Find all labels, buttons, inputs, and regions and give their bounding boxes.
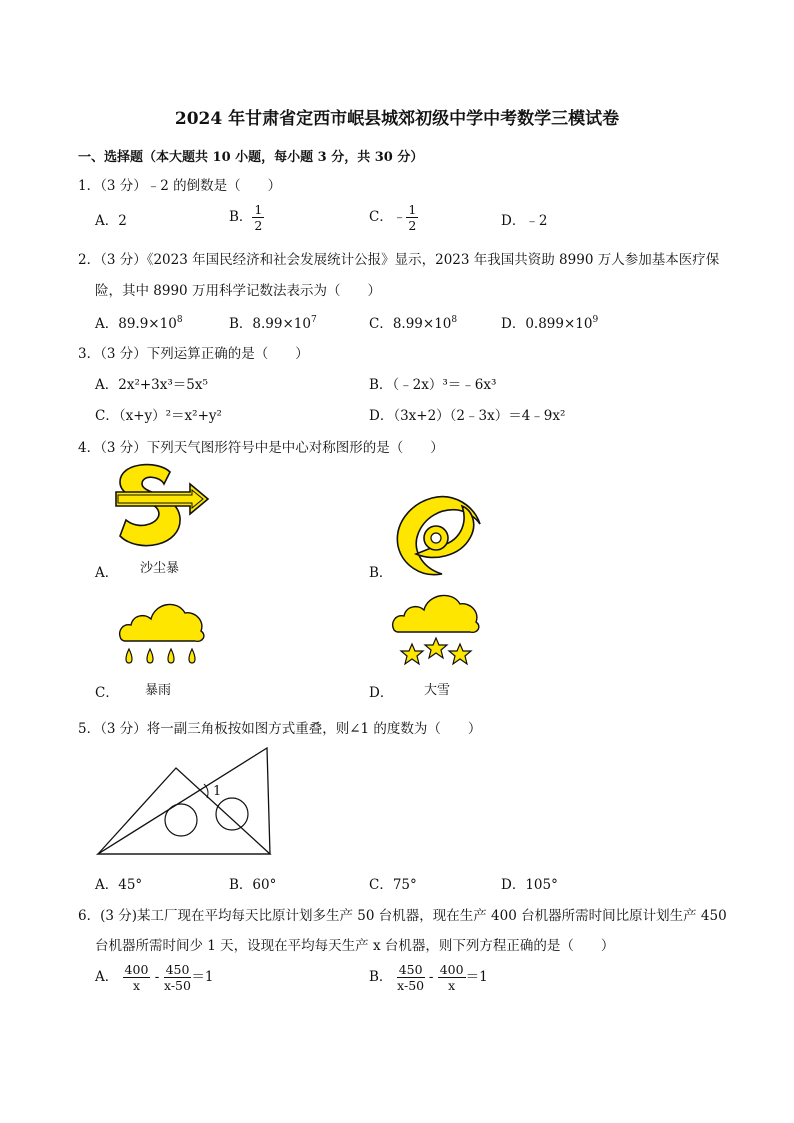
q1-c-fraction: $\frac{1}{2}$ — [408, 202, 417, 233]
q5-option-b[interactable]: B．60° — [229, 877, 277, 893]
q5-option-d[interactable]: D．105° — [501, 877, 558, 893]
heavy-snow-symbol — [390, 590, 482, 670]
q5-option-c[interactable]: C．75° — [369, 877, 417, 893]
option-d-caption: 大雪 — [424, 683, 451, 698]
q1-option-c[interactable] — [369, 202, 418, 233]
question-1-stem: 1．（3 分）﹣2 的倒数是（ ） — [78, 178, 282, 194]
sandstorm-symbol — [112, 462, 212, 554]
q6-a-fraction-2: $\frac{450}{x-50}$ — [164, 962, 191, 993]
q6-b-fraction-2: $\frac{400}{x}$ — [439, 962, 464, 993]
page-title: 2024 年甘肃省定西市岷县城郊初级中学中考数学三模试卷 — [174, 109, 620, 129]
q2-option-d[interactable]: D．$0.899\times 10^9$ — [501, 315, 599, 332]
q3-option-b[interactable]: B．（﹣2x）³＝﹣6x³ — [369, 377, 497, 393]
option-a-caption: 沙尘暴 — [140, 561, 180, 576]
q1-option-a[interactable]: A．2 — [95, 213, 127, 229]
q4-option-b[interactable]: B． — [369, 565, 393, 581]
q2-option-b[interactable]: B．$8.99\times 10^7$ — [229, 315, 317, 332]
q1-option-b[interactable] — [229, 202, 264, 233]
q6-option-a[interactable]: A． $\frac{400}{x}$ - $\frac{450}{x-50}$ ＝1 — [95, 962, 214, 993]
question-2-stem-line2: 险，其中 8990 万用科学记数法表示为（ ） — [95, 283, 381, 299]
q2-option-c[interactable]: C．$8.99\times 10^8$ — [369, 315, 458, 332]
question-6-stem-line1: 6．(3 分)某工厂现在平均每天比原计划多生产 50 台机器，现在生产 400 台机器所需时间比原计划生产 450 — [78, 908, 727, 924]
q2-option-a[interactable]: A．$89.9\times 10^8$ — [95, 315, 183, 332]
option-c-caption: 暴雨 — [145, 683, 172, 698]
q1-b-label: B． — [229, 209, 253, 225]
question-5-stem: 5．（3 分）将一副三角板按如图方式重叠，则∠1 的度数为（ ） — [78, 721, 482, 737]
q3-option-c[interactable]: C．（x+y）²＝x²+y² — [95, 408, 222, 424]
q3-option-d[interactable]: D．（3x+2）（2﹣3x）＝4﹣9x² — [369, 408, 566, 424]
q4-option-d[interactable]: D． — [369, 685, 394, 701]
angle-1-label: 1 — [213, 784, 222, 799]
q4-option-a[interactable]: A． — [95, 565, 119, 581]
section-heading: 一、选择题（本大题共 10 小题，每小题 3 分，共 30 分） — [78, 150, 424, 165]
q1-option-d[interactable]: D．﹣2 — [501, 213, 548, 229]
question-4-stem: 4．（3 分）下列天气图形符号中是中心对称图形的是（ ） — [78, 440, 444, 456]
rainstorm-symbol — [115, 595, 207, 671]
q6-option-b[interactable]: B． $\frac{450}{x-50}$ - $\frac{400}{x}$ ＝1 — [369, 962, 488, 993]
q6-a-fraction-1: $\frac{400}{x}$ — [124, 962, 149, 993]
q1-b-fraction: $\frac{1}{2}$ — [254, 202, 263, 233]
q5-option-a[interactable]: A．45° — [95, 877, 143, 893]
question-3-stem: 3．（3 分）下列运算正确的是（ ） — [78, 346, 309, 362]
typhoon-symbol — [388, 488, 488, 580]
triangles-figure — [92, 740, 282, 860]
q6-b-fraction-1: $\frac{450}{x-50}$ — [397, 962, 425, 993]
question-6-stem-line2: 台机器所需时间少 1 天，设现在平均每天生产 x 台机器，则下列方程正确的是（ ） — [95, 938, 615, 954]
q4-option-c[interactable]: C． — [95, 685, 119, 701]
q1-c-label: C．﹣ — [369, 209, 407, 225]
q3-option-a[interactable]: A．2x²+3x³＝5x⁵ — [95, 377, 208, 393]
question-2-stem-line1: 2．（3 分）《2023 年国民经济和社会发展统计公报》显示，2023 年我国共资助 8990 万人参加基本医疗保 — [78, 252, 720, 268]
